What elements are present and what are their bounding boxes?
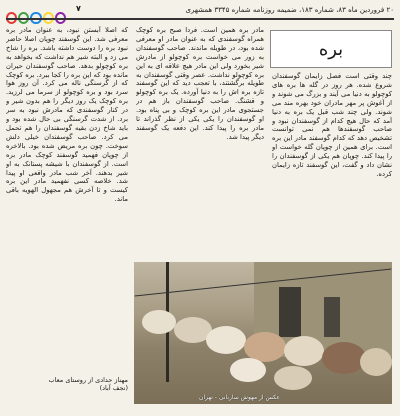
photo-door bbox=[279, 287, 301, 337]
sheep-photo bbox=[134, 262, 392, 404]
sheep bbox=[230, 358, 266, 382]
article-column-left bbox=[6, 26, 128, 370]
header-rule bbox=[6, 18, 394, 20]
headline-box bbox=[270, 30, 392, 68]
author-name: مهناز حدادی از روستای معاب bbox=[48, 376, 128, 384]
photo-door bbox=[324, 297, 340, 337]
author-credit bbox=[6, 376, 128, 392]
issue-info: ۲۰ فروردین ماه ۸۳، شماره ۱۸۳، ضمیمه روزنامه شماره ۳۳۴۵ همشهری bbox=[185, 6, 394, 14]
sheep bbox=[360, 348, 392, 376]
column-text: چند وقتی است فصل زایمان گوسفندان شروع شده. هر روز در گله ها بره های کوچولو به دنیا می آیند و بزرگ می شوند و از آغوش پر مهر مادران خود بهره مند می شوند. ولی چند شب قبل یک بره به دنیا آمد که حال هیچ کدام از گوسفندان نبود و صاحب گوسفندها هم نمی توانست تشخیص دهد که کدام گوسفند مادر این بره است. برای همین از چوپان گله خواست او را پیدا کند. چوپان هم یکی از گوسفندان را نشان داد و گفت، این گوسفند تازه زایمان کرده. bbox=[272, 72, 392, 178]
sheep bbox=[142, 310, 176, 334]
sheep bbox=[274, 366, 312, 390]
photo-caption: عکس از مهوش ساربانی - تهران bbox=[199, 394, 280, 401]
author-city: (نجف آباد) bbox=[99, 384, 128, 392]
sheep bbox=[284, 336, 324, 366]
article-column-middle bbox=[136, 26, 264, 252]
column-text: مادر بره همین است. فردا صبح بره کوچک همراه گوسفندی که به عنوان مادر او معرفی شده بود، در طویله ماندند. صاحب گوسفندان به زور می خواست بره کوچولو از مادرش شیر بخورد ولی این مادر هیچ علاقه ای به این بره کوچولو نداشت. عصر وقتی گوسفندان به طویله برگشتند، با تعجب دید که این گوسفند تازه بره اش را به دنیا آورده. یک بره کوچولو و قشنگ. صاحب گوسفندان باز هم در جستجوی مادر این بره کوچک و بی پناه بود. او گوسفندان را یکی یکی از نظر گذراند تا مادر بره را پیدا کند. این دفعه یک گوسفند دیگر پیدا شد. bbox=[136, 26, 264, 141]
page-number: ۷ bbox=[76, 4, 81, 13]
column-text: که اصلا آبستن نبود، به عنوان مادر بره معرفی شد. این گوسفند چوپان اصلا حاضر نبود بره را دوست داشته باشد. بره را شاخ می زد و البته شیر هم نداشت که بخواهد به بره کوچولو بدهد. صاحب گوسفندان حیران مانده بود که این بره را کجا ببرد. بره کوچک که از گرسنگی ناله می کرد. آن روز هوا سرد بود و بره کوچولو از سرما می لرزید. بره کوچک یک روز دیگر را هم بدون شیر و در کنار گوسفندی که مادرش نبود به سر برد. از شدت گرسنگی بی حال شده بود و باید شاخ زدن بقیه گوسفندان را هم تحمل می کرد. صاحب گوسفندان خیلی دلش سوخت. چون بره مریض شده بود. بالاخره از چوپان فهمید گوسفند کوچک مادر بره است. از گوسفندان با شیشه پستانک به او شیر بدهند. آخر شب مادر واقعی او پیدا شد. خلاصه کسی نفهمید مادر این بره کیست و تا آخرش هم مجهول الهویه باقی ماند. bbox=[6, 26, 128, 204]
article-title: بره bbox=[318, 38, 344, 60]
sheep bbox=[206, 326, 246, 354]
